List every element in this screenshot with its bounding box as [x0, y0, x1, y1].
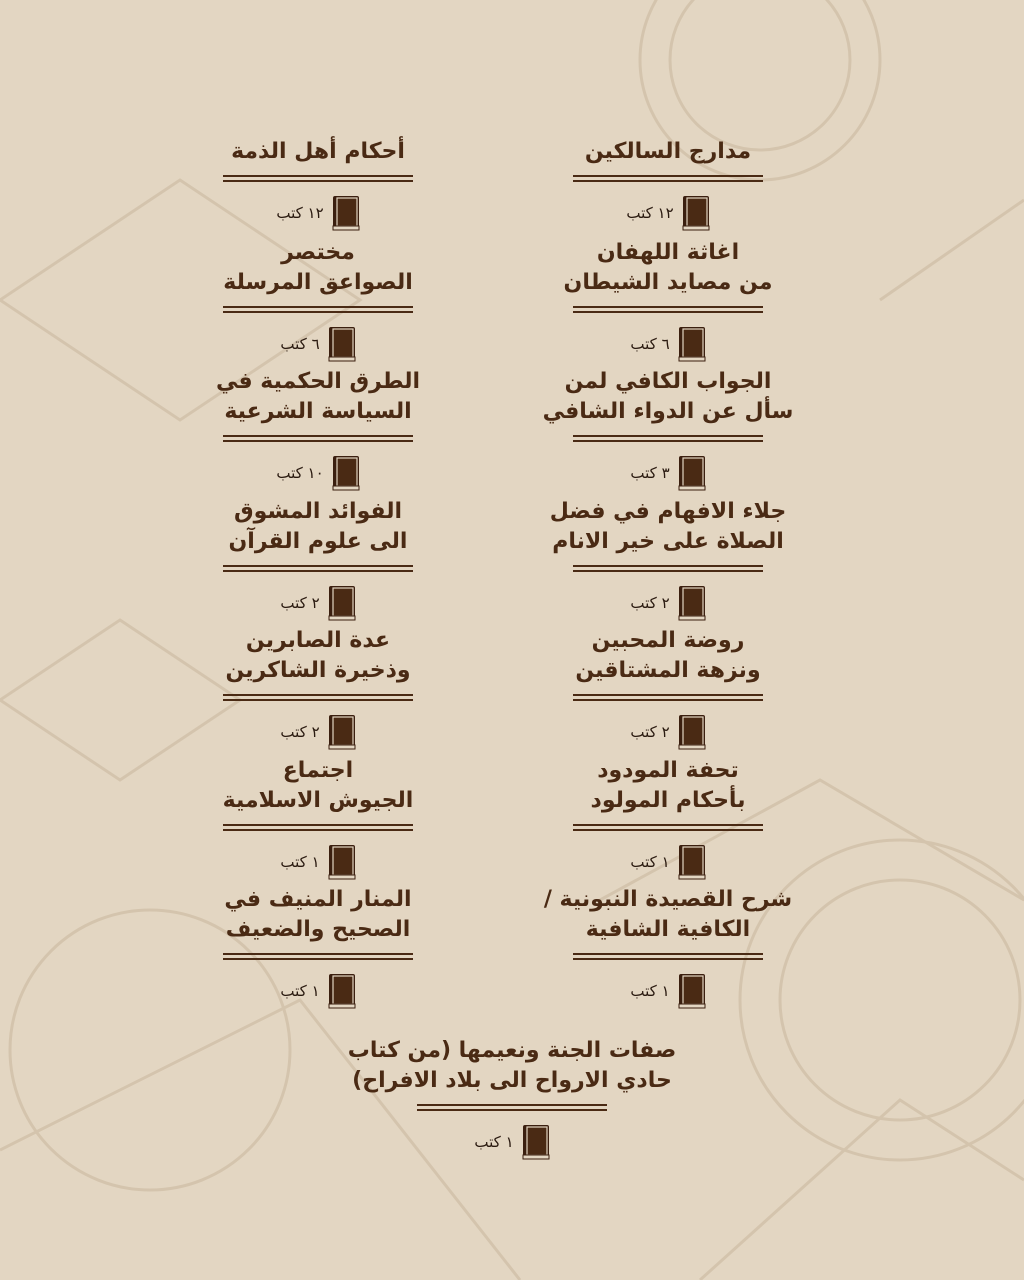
book-entry — [548, 626, 788, 751]
book-icon — [678, 973, 706, 1009]
book-count-text: ٦ كتب — [630, 334, 670, 353]
book-count-text: ١ كتب — [280, 982, 320, 1000]
book-count — [276, 194, 359, 232]
book-count — [280, 713, 355, 751]
book-title-line: السياسة الشرعية — [224, 399, 412, 424]
title-divider — [223, 306, 413, 313]
book-title — [223, 756, 414, 816]
book-icon — [678, 326, 706, 362]
book-entry — [543, 885, 793, 1010]
book-title-line: حادي الارواح الى بلاد الافراح) — [352, 1068, 672, 1093]
book-title — [564, 238, 773, 298]
book-title — [550, 497, 786, 557]
book-title-line: صفات الجنة ونعيمها (من كتاب — [347, 1038, 677, 1063]
book-entry — [548, 137, 788, 232]
book-title-line: اجتماع — [282, 757, 354, 783]
title-divider — [573, 565, 763, 572]
center-book-entry — [312, 1036, 712, 1161]
book-title — [348, 1036, 677, 1096]
book-title-line: وذخيرة الشاكرين — [225, 658, 411, 683]
book-entry — [198, 137, 438, 232]
book-count — [280, 972, 355, 1010]
book-icon — [328, 714, 356, 750]
book-title-line: شرح القصيدة النبونية / — [543, 887, 793, 912]
book-title-line: اغاثة اللهفان — [596, 239, 740, 265]
book-title-line: الطرق الحكمية في — [215, 369, 421, 394]
book-icon — [678, 585, 706, 621]
book-count — [630, 713, 705, 751]
title-divider — [573, 306, 763, 313]
book-title — [585, 137, 751, 167]
book-icon — [332, 455, 360, 491]
book-count — [474, 1123, 549, 1161]
book-entry — [542, 367, 794, 492]
book-count-text: ٢ كتب — [280, 593, 320, 612]
title-divider — [573, 953, 763, 960]
book-title-line: عدة الصابرين — [245, 628, 391, 653]
book-count — [280, 325, 355, 363]
book-title — [225, 626, 410, 686]
book-icon — [332, 195, 360, 231]
book-count-text: ١ كتب — [630, 982, 670, 1000]
book-count — [630, 843, 705, 881]
book-title-line: ونزهة المشتاقين — [575, 658, 761, 683]
book-entry — [198, 756, 438, 881]
book-entry — [198, 238, 438, 363]
title-divider — [573, 694, 763, 701]
book-count-text: ٦ كتب — [280, 334, 320, 353]
book-count-text: ٢ كتب — [280, 723, 320, 741]
book-entry — [548, 756, 788, 881]
book-count-text: ١ كتب — [474, 1133, 514, 1151]
book-title — [543, 367, 794, 427]
book-title-line: الى علوم القرآن — [228, 528, 408, 554]
title-divider — [573, 824, 763, 831]
book-icon — [678, 714, 706, 750]
book-title-line: الصلاة على خير الانام — [552, 528, 784, 554]
book-entry — [548, 497, 788, 622]
book-title — [575, 626, 760, 686]
book-title — [224, 885, 411, 945]
book-entry — [198, 885, 438, 1010]
book-title-line: الصحيح والضعيف — [225, 917, 411, 942]
book-entry — [548, 238, 788, 363]
book-title-line: تحفة المودود — [597, 757, 739, 783]
book-entry — [198, 367, 438, 492]
book-count-text: ٢ كتب — [630, 593, 670, 612]
book-title-line: مختصر — [281, 239, 355, 265]
book-count — [630, 325, 705, 363]
title-divider — [223, 694, 413, 701]
book-icon — [328, 326, 356, 362]
book-title-line: الجيوش الاسلامية — [222, 787, 414, 813]
title-divider — [417, 1104, 607, 1111]
book-count — [276, 454, 359, 492]
title-divider — [573, 435, 763, 442]
book-title-line: أحكام أهل الذمة — [231, 139, 405, 164]
title-divider — [223, 824, 413, 831]
book-title-line: الكافية الشافية — [585, 917, 751, 942]
book-count-text: ١٢ كتب — [626, 204, 674, 222]
book-icon — [678, 844, 706, 880]
book-icon — [522, 1124, 550, 1160]
title-divider — [223, 175, 413, 182]
book-title-line: الفوائد المشوق — [234, 498, 402, 524]
book-count-text: ١٢ كتب — [276, 204, 324, 222]
book-count — [280, 843, 355, 881]
book-icon — [328, 844, 356, 880]
book-title-line: جلاء الافهام في فضل — [549, 498, 787, 524]
book-icon — [328, 585, 356, 621]
book-title — [229, 497, 408, 557]
book-title-line: مدارج السالكين — [584, 139, 752, 164]
title-divider — [573, 175, 763, 182]
book-title-line: روضة المحبين — [591, 628, 745, 653]
book-count-text: ١ كتب — [280, 852, 320, 871]
book-title-line: الجواب الكافي لمن — [564, 369, 772, 394]
title-divider — [223, 435, 413, 442]
book-title — [231, 137, 405, 167]
book-count — [630, 972, 705, 1010]
book-title — [216, 367, 420, 427]
title-divider — [223, 953, 413, 960]
title-divider — [223, 565, 413, 572]
book-count — [630, 454, 705, 492]
book-title-line: الصواعق المرسلة — [223, 269, 413, 295]
book-count-text: ٢ كتب — [630, 723, 670, 741]
book-icon — [328, 973, 356, 1009]
book-count-text: ١٠ كتب — [276, 464, 324, 482]
book-count-text: ١ كتب — [630, 852, 670, 871]
book-count — [280, 584, 355, 622]
book-entry — [198, 497, 438, 622]
book-title-line: من مصايد الشيطان — [563, 269, 773, 295]
book-icon — [678, 455, 706, 491]
book-entry — [198, 626, 438, 751]
book-title — [544, 885, 792, 945]
book-count — [630, 584, 705, 622]
book-count — [626, 194, 709, 232]
book-title — [223, 238, 413, 298]
book-title — [591, 756, 746, 816]
book-title-line: سأل عن الدواء الشافي — [542, 399, 794, 424]
book-title-line: بأحكام المولود — [590, 787, 746, 813]
book-count-text: ٣ كتب — [630, 464, 670, 482]
book-icon — [682, 195, 710, 231]
book-title-line: المنار المنيف في — [224, 887, 412, 912]
